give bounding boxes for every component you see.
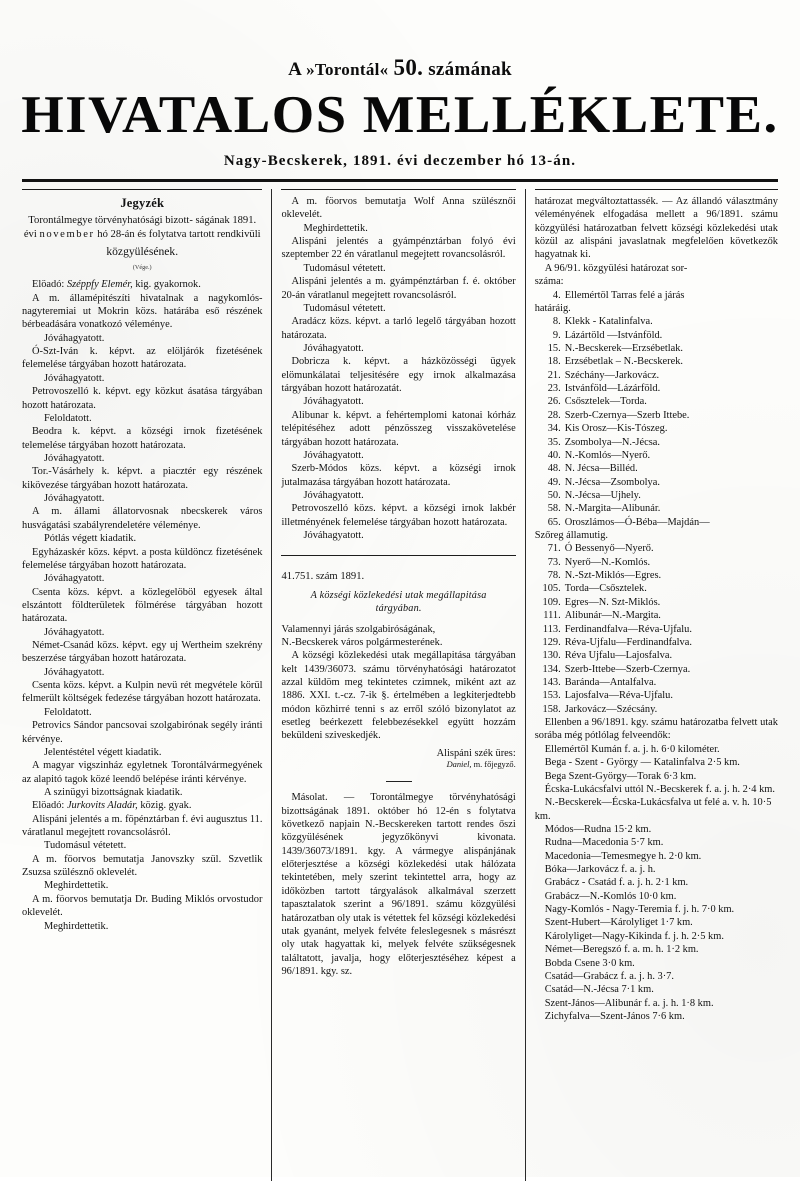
road-list-item-label: N.-Jécsa—Ujhely. bbox=[564, 489, 641, 501]
distance-list-item: Bóka—Jarkovácz f. a. j. h. bbox=[544, 864, 656, 876]
agenda-item: A m. föorvos bemutatja Dr. Buding Miklós orvostudor oklevelét. bbox=[22, 893, 263, 919]
document-number: 41.751. szám 1891. bbox=[281, 571, 365, 583]
road-list-item-number: 23. bbox=[547, 383, 561, 395]
road-list-item-label: Nyerő—N.-Komlós. bbox=[564, 556, 651, 568]
agenda-resolution: Jóváhagyatott. bbox=[44, 452, 105, 464]
agenda-resolution: Jóváhagyatott. bbox=[303, 396, 364, 408]
agenda-resolution: Jóváhagyatott. bbox=[303, 449, 364, 461]
distance-list-item: Zichyfalva—Szent-János 7·6 km. bbox=[544, 1010, 685, 1022]
road-list-item-label: N.-Margita—Alibunár. bbox=[564, 503, 661, 515]
agenda-item: Szerb-Módos közs. képvt. a községi irnok jutalmazása tárgyában hozott határozata. bbox=[281, 463, 516, 488]
road-list-item-number: 8. bbox=[552, 316, 561, 328]
road-list-item bbox=[535, 476, 778, 489]
road-list-item-label: Réva-Ujfalu—Ferdinandfalva. bbox=[564, 636, 692, 648]
road-list-item-number: 50. bbox=[547, 489, 561, 501]
road-list-item-label: Erzsébetlak – N.-Becskerek. bbox=[564, 356, 684, 368]
column-2-section-divider bbox=[281, 555, 515, 556]
agenda-resolution: Jóváhagyatott. bbox=[44, 626, 105, 638]
added-roads-list bbox=[535, 743, 778, 1024]
road-list-item-number: 18. bbox=[547, 356, 561, 368]
distance-list-item: Grabácz—N.-Komlós 10·0 km. bbox=[544, 890, 677, 902]
road-list-item bbox=[535, 703, 778, 716]
signature-block bbox=[281, 760, 515, 771]
road-list-item-number: 111. bbox=[543, 610, 561, 622]
agenda-resolution: Jóváhagyatott. bbox=[303, 489, 364, 501]
addressee-line-1: Valamennyi járás szolgabiróságának, bbox=[281, 623, 436, 635]
column-1-agenda-list bbox=[22, 292, 262, 800]
road-list-item bbox=[535, 649, 778, 662]
road-list-item bbox=[535, 542, 778, 555]
masthead-kicker-post: számának bbox=[428, 59, 512, 80]
agenda-resolution: Meghirdettetik. bbox=[44, 920, 109, 932]
distance-list-item: Bega - Szent - György — Katalinfalva 2·5 km. bbox=[544, 757, 740, 769]
road-list-item bbox=[535, 582, 778, 595]
masthead-paper-name: »Torontál« bbox=[306, 60, 389, 79]
presenter-2-title: közig. gyak. bbox=[140, 800, 192, 812]
road-list-item-label: Széchány—Jarkovácz. bbox=[564, 369, 660, 381]
road-list-item-label: Ó Bessenyő—Nyerő. bbox=[564, 543, 654, 555]
lead-line-1: Torontálmegye törvényhatósági bizott- bbox=[28, 215, 193, 227]
distance-list-item: Rudna—Macedonia 5·7 km. bbox=[544, 837, 664, 849]
agenda-item: A m. föorvos bemutatja Wolf Anna szülésznői oklevelét. bbox=[281, 196, 516, 221]
distance-list-item: Módos—Rudna 15·2 km. bbox=[544, 823, 652, 835]
distance-list-item: Szent-Hubert—Károlyliget 1·7 km. bbox=[544, 917, 693, 929]
road-list-item-number: 65. bbox=[547, 516, 561, 528]
road-list-item-label: N.-Komlós—Nyerő. bbox=[564, 449, 651, 461]
agenda-resolution: Jóváhagyatott. bbox=[303, 343, 364, 354]
agenda-item: A m. államépitészíti hivatalnak a nagykomlós-nagyteremiai ut Mokrin közs. határába eső részének bérbeadására vonatkozó véleménye. bbox=[22, 292, 263, 331]
road-list-item-number: 49. bbox=[547, 476, 561, 488]
presenter-1-label: Elöadó: bbox=[32, 279, 65, 291]
column-2-top-rule bbox=[281, 189, 515, 190]
distance-list-item: Szent-János—Alibunár f. a. j. h. 1·8 km. bbox=[544, 997, 714, 1009]
signature-name: Daniel, bbox=[446, 760, 472, 770]
agenda-resolution: Tudomásul vétetett. bbox=[303, 262, 386, 274]
lead-line-4: közgyülésének. bbox=[106, 244, 179, 258]
road-list-item bbox=[535, 516, 778, 529]
presenter-1-name: Széppfy Elemér, bbox=[66, 279, 133, 291]
agenda-resolution: Jóváhagyatott. bbox=[44, 666, 105, 678]
agenda-item: Alibunar k. képvt. a fehértemplomi katonai kórház telépitéséhez adott pénzösszeg visszakövetelése tárgyában hozott határozata. bbox=[281, 409, 516, 448]
road-list-item bbox=[535, 502, 778, 515]
column-2 bbox=[271, 189, 524, 1181]
agenda-resolution: Jóváhagyatott. bbox=[44, 332, 105, 344]
agenda-resolution: Meghirdettetik. bbox=[303, 222, 368, 234]
road-list-item-number: 113. bbox=[542, 623, 561, 635]
road-list-item-label: Klekk - Katalinfalva. bbox=[564, 316, 653, 328]
distance-list-item: Károlyliget—Nagy-Kikinda f. j. h. 2·5 km. bbox=[544, 930, 724, 942]
presenter-1-title: kig. gyakornok. bbox=[135, 279, 201, 291]
agenda-item: Petrovoszelló közs. képvt. a községi irnok lakbér illetményének felemelése tárgyában hozott határozata. bbox=[281, 503, 516, 528]
agenda-item: Beodra k. képvt. a községi irnok fizetésének telemelése tárgyában hozott határozata. bbox=[22, 426, 263, 451]
road-list-item bbox=[535, 609, 778, 622]
road-list-item-number: 73. bbox=[547, 556, 561, 568]
road-list-item-number: 28. bbox=[547, 409, 561, 421]
distance-list-item: Bega Szent-György—Torak 6·3 km. bbox=[544, 770, 697, 782]
agenda-item: Egyházaskér közs. képvt. a posta küldöncz fizetésének felemelése tárgyában hozott határozata. bbox=[22, 546, 263, 571]
road-list-item-label: Kis Orosz—Kis-Tószeg. bbox=[564, 423, 668, 435]
road-list-item-label: Ellemértöl Tarras felé a járás bbox=[564, 289, 685, 301]
road-list-item-number: 26. bbox=[547, 396, 561, 408]
column-1-heading: Jegyzék bbox=[120, 196, 165, 211]
road-list-item-continuation: Szőreg államutig. bbox=[534, 530, 609, 542]
road-list-item bbox=[535, 369, 778, 382]
road-list-item-number: 48. bbox=[547, 463, 561, 475]
agenda-item: Csenta közs. képvt. a közlegelöböl egyesek által elszántott földterületek fölmérése tárgyában hozott határozata. bbox=[22, 586, 263, 625]
road-list-item-number: 21. bbox=[547, 369, 561, 381]
distance-list-item: Macedonia—Temesmegye h. 2·0 km. bbox=[544, 850, 702, 862]
signature-title: m. főjegyző. bbox=[473, 760, 516, 770]
agenda-item: Dobricza k. képvt. a házközösségi ügyek elömunkálatai teljesitésére egy irnok alkalmazása tárgyában hozott határozatát. bbox=[281, 356, 516, 395]
road-list-item bbox=[535, 409, 778, 422]
road-list-item-label: Torda—Csősztelek. bbox=[564, 583, 647, 595]
road-list-item-number: 40. bbox=[547, 449, 561, 461]
road-list-item-number: 15. bbox=[547, 343, 561, 354]
agenda-item: Alispáni jelentés a m. föpénztárban f. évi augusztus 11. váratlanul megejtett rovancsolásról. bbox=[22, 813, 263, 839]
presenter-2-name: Jurkovits Aladár, bbox=[66, 800, 138, 812]
agenda-resolution: Pótlás végett kiadatik. bbox=[44, 533, 137, 545]
road-list-item-number: 130. bbox=[542, 650, 561, 662]
road-list-item-label: Lázártöld —Istvánföld. bbox=[564, 329, 663, 341]
decree-body: A községi közlekedési utak megállapitása tárgyában kelt 1439/36073. számu törvényhatósági határozatot azzal küldöm meg tekintetes czimnek, miként azt az 1886. XXI. t.-cz. 7-ik §. értelmében a legkiterjedtebb módon közhirré tenni s az erről szóló bizonylatot az esetleg beérkezett felebbezésekkel együtt hozzám beküldeni sziveskedjék. bbox=[281, 650, 516, 742]
distance-list-item: Grabácz - Csatád f. a. j. h. 2·1 km. bbox=[544, 877, 689, 889]
agenda-item: Petrovoszelló k. képvt. egy közkut ásatása tárgyában hozott határozata. bbox=[22, 386, 263, 411]
document-subject bbox=[281, 589, 515, 616]
road-list-intro-1: A 96/91. közgyülési határozat sor- bbox=[544, 262, 688, 274]
document-subject-line-1: A községi közlekedési utak megállapitása bbox=[310, 590, 487, 601]
page-title: HIVATALOS MELLÉKLETE. bbox=[21, 86, 779, 144]
agenda-resolution: Jóváhagyatott. bbox=[44, 573, 105, 585]
road-list-item bbox=[535, 596, 778, 609]
column-1 bbox=[22, 189, 271, 1181]
road-list-item-number: 158. bbox=[542, 703, 561, 715]
road-list-item-number: 143. bbox=[542, 676, 561, 688]
distance-list-item: Ellemértöl Kumán f. a. j. h. 6·0 kilométer. bbox=[544, 743, 720, 755]
road-list-item-label: N. Jécsa—Billéd. bbox=[564, 463, 638, 475]
road-list-item-label: N.-Becskerek—Erzsébetlak. bbox=[564, 343, 684, 354]
road-list-item bbox=[535, 315, 778, 328]
road-list-item-number: 58. bbox=[547, 503, 561, 515]
road-list-item-number: 34. bbox=[547, 423, 561, 435]
road-list-item bbox=[535, 676, 778, 689]
road-list-item bbox=[535, 436, 778, 449]
distance-list-item: Német—Beregszó f. a. m. h. 1·2 km. bbox=[544, 944, 699, 956]
road-list-item-label: Zsombolya—N.-Jécsa. bbox=[564, 436, 660, 448]
column-1-lead bbox=[22, 214, 262, 259]
column-3-intro: határozat megváltoztattassék. — Az állandó választmány véleményének elfogadása mellett a 96/1891. számu közgyülési határozatban felvett községi közlekedési utak közül az alispáni javaslatnak megfelelően következők hagyatnak ki. bbox=[534, 196, 778, 261]
road-list-item-label: Szerb-Czernya—Szerb Ittebe. bbox=[564, 409, 690, 421]
road-list-item-continuation: határáig. bbox=[534, 302, 571, 314]
distance-list-item: Bobda Csene 3·0 km. bbox=[544, 957, 635, 969]
road-list-item-number: 109. bbox=[542, 596, 561, 608]
column-3 bbox=[525, 189, 778, 1181]
road-list-intro-2: száma: bbox=[534, 276, 564, 288]
agenda-item: Csenta közs. képvt. a Kulpin nevü rét megvétele körül felmerült költségek fedezése tárgyában hozott határozata. bbox=[22, 680, 263, 705]
masthead bbox=[22, 0, 778, 182]
agenda-item: Aradácz közs. képvt. a tarló legelő tárgyában hozott határozata. bbox=[281, 316, 516, 341]
road-list-item bbox=[535, 663, 778, 676]
columns-container bbox=[22, 189, 778, 1181]
distance-list-item: Csatád—N.-Jécsa 7·1 km. bbox=[544, 984, 654, 996]
road-list-item-label: Baránda—Antalfalva. bbox=[564, 676, 657, 688]
road-list-item-number: 78. bbox=[547, 570, 561, 582]
road-list-item bbox=[535, 289, 778, 302]
distance-list-item: Csatád—Grabácz f. a. j. h. 3·7. bbox=[544, 970, 674, 982]
road-list-item-label: Ferdinandfalva—Réva-Ujfalu. bbox=[564, 623, 692, 635]
road-list-item bbox=[535, 342, 778, 355]
road-list-item bbox=[535, 636, 778, 649]
column-2-agenda-list bbox=[281, 195, 515, 542]
masthead-kicker bbox=[22, 56, 778, 79]
agenda-resolution: Jóváhagyatott. bbox=[44, 493, 105, 505]
distance-list-item: Nagy-Komlós - Nagy-Teremia f. j. h. 7·0 km. bbox=[544, 904, 735, 916]
masthead-kicker-pre: A bbox=[288, 59, 307, 80]
agenda-item: A m. állami állatorvosnak nbecskerek város husvágatási szabályrendeletére véleménye. bbox=[22, 506, 263, 531]
lead-line-3: 28-án és folytatva tartott rendkivüli bbox=[110, 229, 261, 241]
road-list-item-label: N.-Szt-Miklós—Egres. bbox=[564, 570, 662, 582]
agenda-resolution: Tudomásul vétetett. bbox=[44, 840, 127, 852]
masthead-place-date: Nagy-Becskerek, 1891. évi deczember hó 13-án. bbox=[223, 153, 577, 170]
road-list-item-label: Csősztelek—Torda. bbox=[564, 396, 647, 408]
document-subject-line-2: tárgyában. bbox=[375, 603, 422, 615]
agenda-item: Petrovics Sándor pancsovai szolgabirónak segély iránti kérvénye. bbox=[22, 720, 263, 745]
agenda-item: A magyar vigszinház egyletnek Torontálvármegyének az alapitó tagok közé leendő belépése iránti kérvénye. bbox=[22, 760, 263, 785]
lead-ho: hó bbox=[97, 229, 108, 241]
road-list-item-label: Lajosfalva—Réva-Ujfalu. bbox=[564, 690, 673, 702]
agenda-item: A m. föorvos bemutatja Janovszky szül. Szvetlik Zsuzsa szülésznő oklevelét. bbox=[22, 853, 263, 879]
road-list-item bbox=[535, 489, 778, 502]
road-list-item bbox=[535, 382, 778, 395]
column-1-top-rule bbox=[22, 189, 262, 190]
agenda-item: Tor.-Vásárhely k. képvt. a piacztér egy részének kikövezése tárgyában hozott határozata. bbox=[22, 466, 263, 491]
agenda-resolution: Feloldatott. bbox=[44, 412, 92, 424]
road-list-item bbox=[535, 395, 778, 408]
road-list-item-label: Oroszlámos—Ó-Béba—Majdán— bbox=[564, 516, 710, 528]
road-list-item bbox=[535, 462, 778, 475]
masthead-issue-number: 50. bbox=[393, 55, 424, 80]
road-list-item-number: 129. bbox=[542, 636, 561, 648]
addendum-intro: Ellenben a 96/1891. kgy. számu határozatba felvett utak sorába még pótlólag felveendők: bbox=[534, 717, 778, 742]
agenda-resolution: Jelentéstétel végett kiadatik. bbox=[44, 746, 162, 758]
road-list-item bbox=[535, 422, 778, 435]
agenda-resolution: Jóváhagyatott. bbox=[44, 372, 105, 384]
road-list-item bbox=[535, 556, 778, 569]
removed-roads-list bbox=[535, 289, 778, 717]
short-divider bbox=[281, 775, 515, 785]
agenda-resolution: A szinügyi bizottságnak kiadatik. bbox=[44, 786, 183, 798]
column-1-agenda-list-2 bbox=[22, 813, 262, 933]
lead-line-2: ságának 1891. évi bbox=[23, 215, 257, 241]
road-list-item bbox=[535, 449, 778, 462]
road-list-item-label: N.-Jécsa—Zsombolya. bbox=[564, 476, 660, 488]
road-list-item-number: 71. bbox=[547, 543, 561, 555]
presenter-1 bbox=[22, 278, 262, 291]
road-list-item bbox=[535, 689, 778, 702]
distance-list-item: N.-Becskerek—Écska-Lukácsfalva ut felé a. v. h. 10·5 km. bbox=[534, 797, 772, 822]
signature-office: Alispáni szék üres: bbox=[436, 747, 516, 759]
copy-extract-body: Másolat. — Torontálmegye törvényhatósági bizottságának 1891. október hó 12-én s folytatva következő napjain N.-Becskereken tartott rendes őszi közgyülésének jegyzőkönyvi kivonata. 1439/36073/1891. kgy. A vármegye alispánjának előterjesztése a községi közlekedési utak hálózata tekintetében, mely szerint tekintettel arra, hogy az időközben tartott tárgyalások alkalmával szerzett tapasztalatok szerint a 96/1891. számu közgyülési határozatban oly utak is vétettek fel községi közlekedési utak gyanánt, melyek felvéte feleslegesnek s másrészt oly utak hagyattak ki, melyek felvéte szükségesnek találtatott, javalja, hogy előterjesztéséhez képest a 96/1891. kgy. sz. bbox=[281, 792, 516, 977]
road-list-item-label: Alibunár—N.-Margita. bbox=[564, 610, 661, 622]
road-list-item-number: 9. bbox=[552, 329, 561, 341]
road-list-item bbox=[535, 569, 778, 582]
agenda-item: Német-Csanád közs. képvt. egy uj Wertheim szekrény beszerzése tárgyában hozott határozata. bbox=[22, 640, 263, 665]
column-3-top-rule bbox=[535, 189, 778, 190]
distance-list-item: Écska-Lukácsfalvi uttól N.-Becskerek f. a. j. h. 2·4 km. bbox=[544, 783, 775, 795]
road-list-item-number: 105. bbox=[542, 583, 561, 595]
road-list-item bbox=[535, 329, 778, 342]
agenda-item: Alispáni jelentés a m. gyámpénztárban f. é. október 20-án váratlanul megejtett rovancsolásról. bbox=[281, 276, 516, 301]
road-list-item bbox=[535, 355, 778, 368]
road-list-item-label: Istvánföld—Lázárföld. bbox=[564, 383, 661, 395]
road-list-item-number: 35. bbox=[547, 436, 561, 448]
agenda-resolution: Meghirdettetik. bbox=[44, 880, 109, 892]
addressee-line-2: N.-Becskerek város polgármesterének. bbox=[281, 636, 443, 648]
agenda-resolution: Feloldatott. bbox=[44, 706, 92, 718]
road-list-item-label: Egres—N. Szt-Miklós. bbox=[564, 596, 661, 608]
road-list-item-label: Szerb-Ittebe—Szerb-Czernya. bbox=[564, 663, 691, 675]
road-list-item-label: Réva Ujfalu—Lajosfalva. bbox=[564, 650, 673, 662]
road-list-item-number: 134. bbox=[542, 663, 561, 675]
road-list-item-number: 153. bbox=[542, 690, 561, 702]
masthead-divider bbox=[22, 179, 778, 182]
road-list-item-number: 4. bbox=[552, 289, 561, 301]
road-list-item bbox=[535, 623, 778, 636]
lead-month: november bbox=[39, 229, 95, 241]
end-marker: (Vége.) bbox=[132, 264, 152, 272]
agenda-resolution: Jóváhagyatott. bbox=[303, 530, 364, 542]
road-list-item-label: Jarkovácz—Szécsány. bbox=[564, 703, 658, 715]
agenda-item: Alispáni jelentés a gyámpénztárban folyó évi szeptember 22 én váratlanul megejtett rovancsolásról. bbox=[281, 236, 516, 261]
agenda-item: Ó-Szt-Iván k. képvt. az elöljárók fizetésének felemelése tárgyában hozott határozata. bbox=[22, 346, 263, 371]
presenter-2 bbox=[22, 799, 262, 812]
agenda-resolution: Tudomásul vétetett. bbox=[303, 302, 386, 314]
presenter-2-label: Elöadó: bbox=[32, 800, 65, 812]
